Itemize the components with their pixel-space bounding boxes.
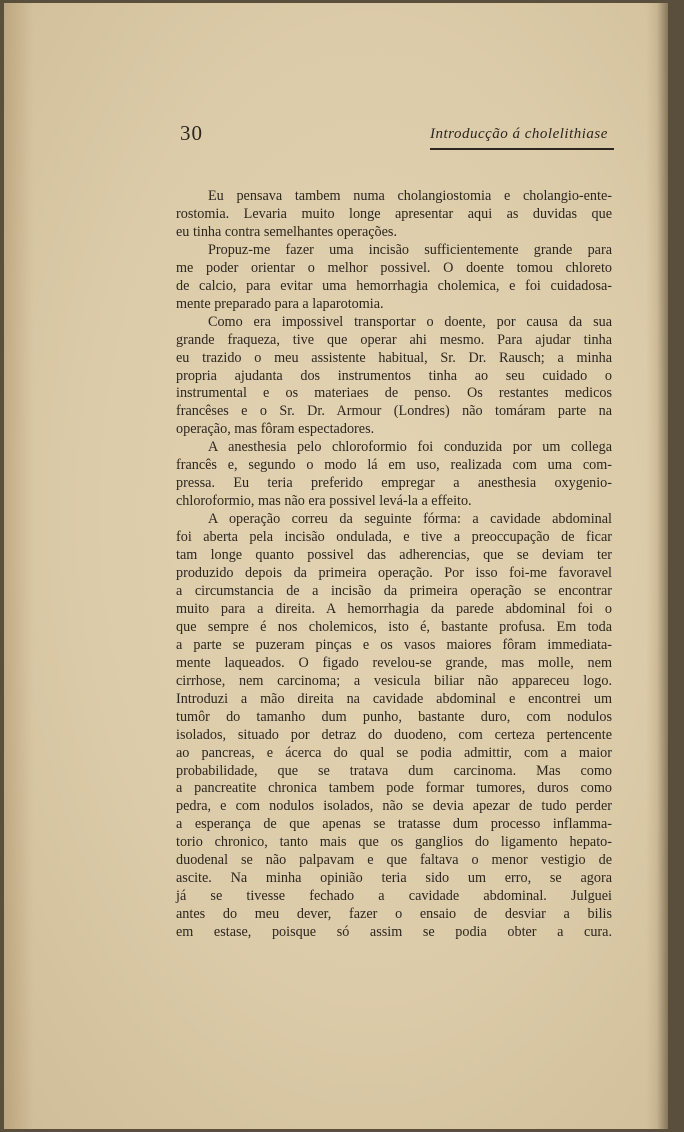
- text-line: a circumstancia de a incisão da primeira operação se encontrar: [176, 582, 612, 599]
- text-line: a parte se puzeram pinças e os vasos maiores fôram immediata-: [176, 636, 612, 653]
- text-line: mente laqueados. O figado revelou-se grande, mas molle, nem: [176, 654, 612, 671]
- text-line: propria ajudanta dos instrumentos tinha ao seu cuidado o: [176, 367, 612, 384]
- text-line: mente preparado para a laparotomia.: [176, 295, 384, 312]
- text-line: francêses e o Sr. Dr. Armour (Londres) não tomáram parte na: [176, 403, 612, 420]
- text-line: chloroformio, mas não era possivel levá-la a effeito.: [176, 493, 472, 510]
- text-line: a esperança de que apenas se tratasse dum processo inflamma-: [176, 816, 612, 833]
- text-line: Eu pensava tambem numa cholangiostomia e cholangio-ente-: [208, 188, 612, 204]
- text-line: muito para a direita. A hemorrhagia da parede abdominal foi o: [176, 600, 612, 617]
- text-line: duodenal se não palpavam e que faltava o menor vestigio de: [176, 852, 612, 869]
- text-line: pressa. Eu teria preferido empregar a anesthesia oxygenio-: [176, 475, 612, 492]
- text-line: eu trazido o meu assistente habitual, Sr. Dr. Rausch; a minha: [176, 349, 612, 366]
- text-line: torio chronico, tanto mais que os ganglios do ligamento hepato-: [176, 834, 612, 851]
- text-line: me poder orientar o melhor possivel. O doente tomou chloreto: [176, 259, 612, 276]
- text-line: ascite. Na minha opinião teria sido um erro, se agora: [176, 870, 612, 887]
- text-line: antes do meu dever, fazer o ensaio de desviar a bilis: [176, 906, 612, 923]
- text-line: Propuz-me fazer uma incisão sufficientemente grande para: [208, 241, 612, 258]
- text-line: probabilidade, que se tratava dum carcinoma. Mas como: [176, 762, 612, 779]
- text-line: eu tinha contra semelhantes operações.: [176, 223, 397, 240]
- text-line: isolados, situado por detraz do duodeno, com certeza pertencente: [176, 726, 612, 743]
- text-line: Como era impossivel transportar o doente, por causa da sua: [208, 313, 612, 330]
- running-title: Introducção á cholelithiase: [430, 126, 608, 142]
- text-line: de calcio, para evitar uma hemorrhagia cholemica, e foi cuidadosa-: [176, 277, 612, 294]
- body-text: [176, 188, 612, 942]
- text-line: a pancreatite chronica tambem pode formar tumores, duros como: [176, 780, 612, 797]
- text-line: instrumental e os materiaes de penso. Os restantes medicos: [176, 385, 612, 402]
- text-line: Introduzi a mão direita na cavidade abdominal e encontrei um: [176, 690, 612, 707]
- text-line: cirrhose, nem carcinoma; a vesicula biliar não appareceu logo.: [176, 672, 612, 689]
- text-line: em estase, poisque só assim se podia obter a cura.: [176, 924, 612, 941]
- text-line: produzido depois da primeira operação. Por isso foi-me favoravel: [176, 565, 612, 582]
- text-line: rostomia. Levaria muito longe apresentar aqui as duvidas que: [176, 205, 612, 222]
- text-line: pedra, e com nodulos isolados, não se devia apezar de tudo perder: [176, 798, 612, 815]
- text-line: grande fraqueza, tive que operar ahi mesmo. Para ajudar tinha: [176, 331, 612, 348]
- text-line: que sempre é nos cholemicos, isto é, bastante profusa. Em toda: [176, 618, 612, 635]
- text-line: já se tivesse fechado a cavidade abdominal. Julguei: [176, 888, 612, 905]
- text-line: operação, mas fôram espectadores.: [176, 421, 375, 438]
- book-page: [4, 3, 668, 1129]
- header-rule: [430, 148, 614, 150]
- page-gutter-shadow: [4, 3, 34, 1129]
- text-line: A anesthesia pelo chloroformio foi conduzida por um collega: [208, 439, 612, 456]
- text-line: ao pancreas, e ácerca do qual se podia admittir, com a maior: [176, 744, 612, 761]
- text-line: francês e, segundo o modo lá em uso, realizada com uma com-: [176, 457, 612, 474]
- text-line: tam longe quanto possivel das adherencias, que se deviam ter: [176, 547, 612, 564]
- text-line: tumôr do tamanho dum punho, bastante duro, com nodulos: [176, 708, 612, 725]
- text-line: A operação correu da seguinte fórma: a cavidade abdominal: [208, 511, 612, 528]
- page-edge-shadow: [646, 3, 668, 1129]
- page-number: 30: [180, 121, 203, 145]
- text-line: foi aberta pela incisão ondulada, e tive a preoccupação de ficar: [176, 529, 612, 546]
